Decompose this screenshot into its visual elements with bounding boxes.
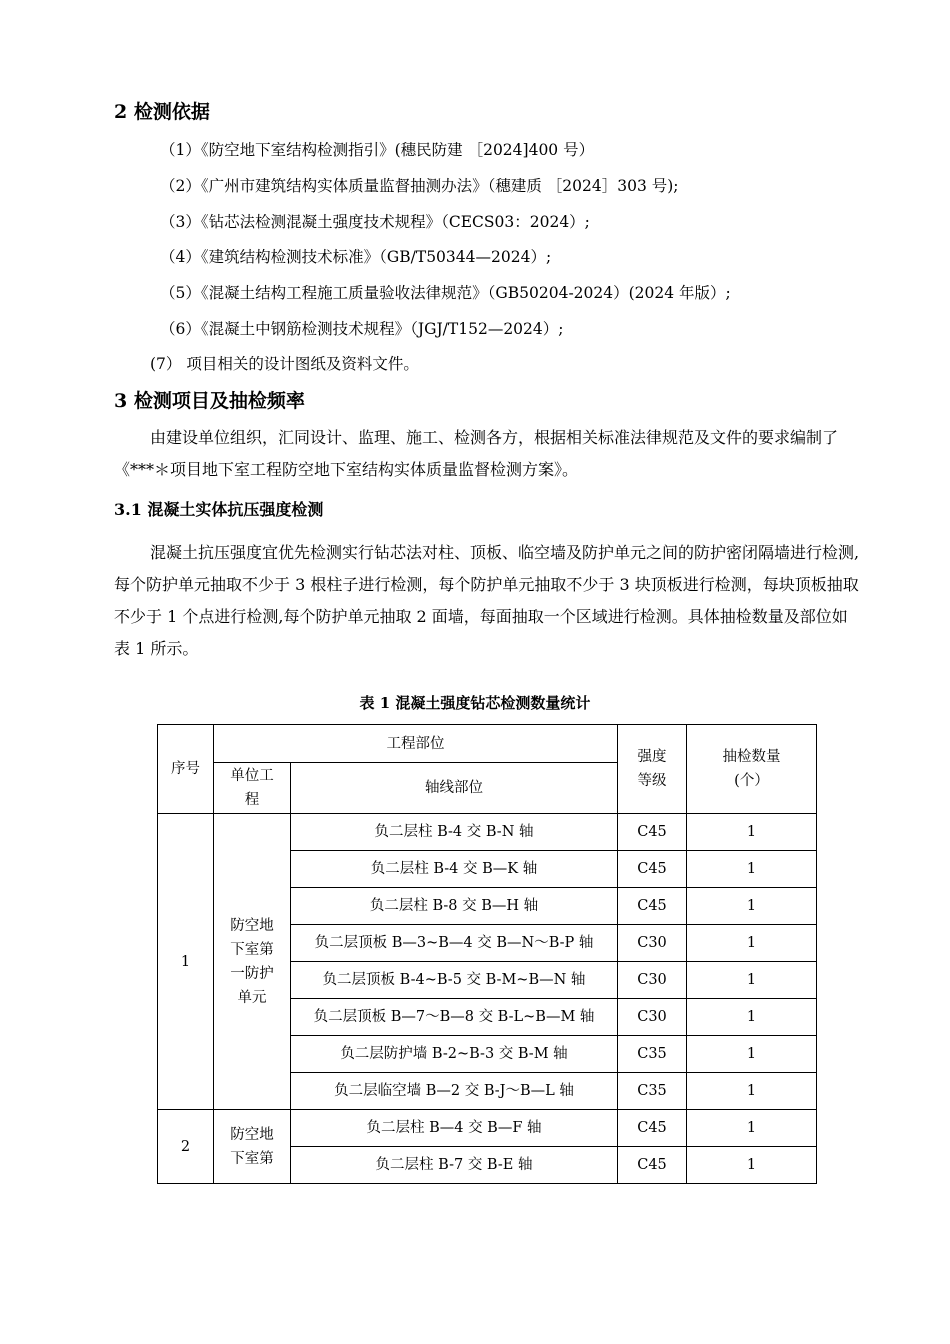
- axis-cell: 负二层顶板 B—3~B—4 交 B—N～B-P 轴: [291, 925, 618, 962]
- qty-cell: 1: [687, 999, 817, 1036]
- section-3-intro-text: 由建设单位组织，汇同设计、监理、施工、检测各方，根据相关标准法律规范及文件的要求编制了《***＊项目地下室工程防空地下室结构实体质量监督检测方案》。: [114, 428, 839, 479]
- header-unit: [214, 763, 291, 814]
- header-qty-line1: 抽检数量: [722, 749, 781, 765]
- header-unit-line1: 单位工: [230, 768, 274, 784]
- header-unit-line2: 程: [244, 792, 260, 808]
- table-row: [158, 1110, 817, 1147]
- grade-cell: C45: [618, 851, 687, 888]
- section-2-heading: 2 检测依据: [114, 101, 210, 123]
- header-seq: 序号: [158, 725, 214, 814]
- qty-cell: 1: [687, 851, 817, 888]
- header-grade: [618, 725, 687, 814]
- reference-item-2: （2）《广州市建筑结构实体质量监督抽测办法》（穗建质 ［2024］303 号);: [160, 177, 679, 195]
- table-caption: 表 1 混凝土强度钻芯检测数量统计: [359, 694, 591, 712]
- header-grade-line1: 强度: [637, 749, 667, 765]
- section-3-1-body: [114, 537, 860, 665]
- qty-cell: 1: [687, 1036, 817, 1073]
- grade-cell: C30: [618, 999, 687, 1036]
- reference-item-1: （1）《防空地下室结构检测指引》(穗民防建 ［2024]400 号）: [160, 141, 595, 159]
- grade-cell: C45: [618, 1147, 687, 1184]
- grade-cell: C45: [618, 1110, 687, 1147]
- axis-cell: 负二层顶板 B-4~B-5 交 B-M~B—N 轴: [291, 962, 618, 999]
- concrete-strength-table: [157, 724, 817, 1184]
- axis-cell: 负二层柱 B-7 交 B-E 轴: [291, 1147, 618, 1184]
- group-1-unit-line2: 下室第: [230, 941, 274, 958]
- group-1-seq: 1: [158, 814, 214, 1110]
- grade-cell: C45: [618, 888, 687, 925]
- qty-cell: 1: [687, 888, 817, 925]
- header-grade-line2: 等级: [637, 773, 667, 789]
- axis-cell: 负二层顶板 B—7～B—8 交 B-L~B—M 轴: [291, 999, 618, 1036]
- axis-cell: 负二层防护墙 B-2~B-3 交 B-M 轴: [291, 1036, 618, 1073]
- qty-cell: 1: [687, 814, 817, 851]
- grade-cell: C45: [618, 814, 687, 851]
- reference-item-7: (7） 项目相关的设计图纸及资料文件。: [150, 355, 419, 373]
- qty-cell: 1: [687, 962, 817, 999]
- qty-cell: 1: [687, 1147, 817, 1184]
- group-2-unit-line2: 下室第: [230, 1150, 274, 1167]
- axis-cell: 负二层柱 B-4 交 B-N 轴: [291, 814, 618, 851]
- header-project-part: 工程部位: [214, 725, 618, 763]
- group-2-unit-line1: 防空地: [230, 1126, 274, 1143]
- axis-cell: 负二层柱 B—4 交 B—F 轴: [291, 1110, 618, 1147]
- group-1-unit-line3: 一防护: [230, 965, 274, 982]
- qty-cell: 1: [687, 925, 817, 962]
- section-3-1-heading: 3.1 混凝土实体抗压强度检测: [114, 500, 324, 519]
- axis-cell: 负二层柱 B-8 交 B—H 轴: [291, 888, 618, 925]
- grade-cell: C35: [618, 1036, 687, 1073]
- section-3-heading: 3 检测项目及抽检频率: [114, 390, 305, 412]
- header-qty-line2: (个）: [734, 773, 769, 789]
- section-3-intro: [114, 422, 860, 486]
- reference-item-5: （5）《混凝土结构工程施工质量验收法律规范》（GB50204-2024）(2024 年版）;: [160, 284, 731, 302]
- qty-cell: 1: [687, 1110, 817, 1147]
- reference-item-3: （3）《钻芯法检测混凝土强度技术规程》（CECS03：2024）;: [160, 213, 590, 231]
- reference-item-6: （6）《混凝土中钢筋检测技术规程》（JGJ/T152—2024）;: [160, 320, 564, 338]
- reference-item-4: （4）《建筑结构检测技术标准》（GB/T50344—2024）;: [160, 248, 552, 266]
- group-2-unit: [214, 1110, 291, 1184]
- grade-cell: C30: [618, 925, 687, 962]
- group-1-unit-line1: 防空地: [230, 917, 274, 934]
- grade-cell: C30: [618, 962, 687, 999]
- header-axis: 轴线部位: [291, 763, 618, 814]
- grade-cell: C35: [618, 1073, 687, 1110]
- group-2-seq: 2: [158, 1110, 214, 1184]
- group-1-unit-line4: 单元: [237, 989, 267, 1006]
- table-row: [158, 814, 817, 851]
- axis-cell: 负二层临空墙 B—2 交 B-J～B—L 轴: [291, 1073, 618, 1110]
- qty-cell: 1: [687, 1073, 817, 1110]
- section-3-1-body-text: 混凝土抗压强度宜优先检测实行钻芯法对柱、顶板、临空墙及防护单元之间的防护密闭隔墙进行检测,每个防护单元抽取不少于 3 根柱子进行检测，每个防护单元抽取不少于 3 块顶板进行检测，每块顶板抽取不少于 1 个点进行检测,每个防护单元抽取 2 面墙，每面抽取一个区域进行检测。具体抽检数量及部位如表 1 所示。: [114, 543, 860, 658]
- table-header-row: [158, 725, 817, 763]
- group-1-unit: [214, 814, 291, 1110]
- header-qty: [687, 725, 817, 814]
- axis-cell: 负二层柱 B-4 交 B—K 轴: [291, 851, 618, 888]
